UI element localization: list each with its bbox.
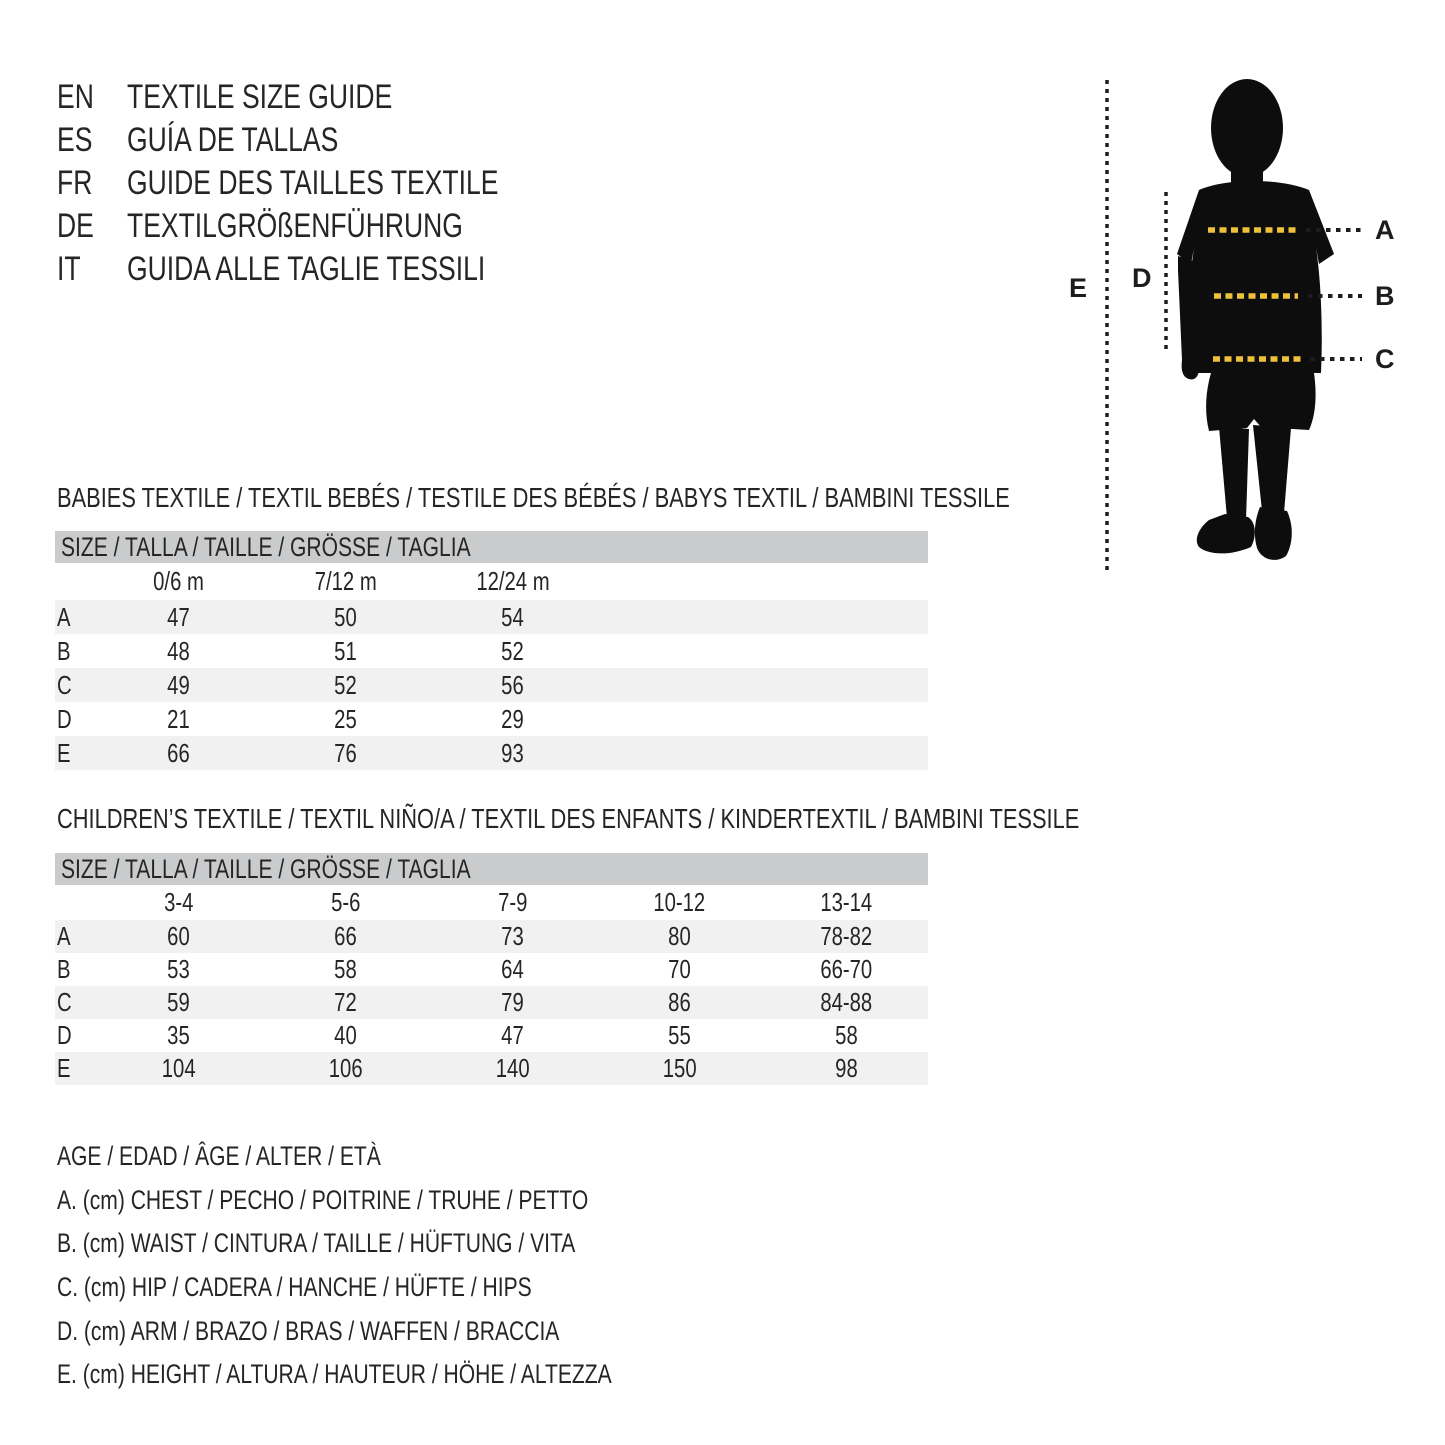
size-value-cell: 73 xyxy=(501,921,524,951)
legend-chest-line: A. (cm) CHEST / PECHO / POITRINE / TRUHE / PETTO xyxy=(57,1184,589,1215)
size-value-cell: 59 xyxy=(167,987,190,1017)
size-value-cell: 70 xyxy=(668,954,691,984)
row-letter: A xyxy=(57,921,71,951)
legend-height-line: E. (cm) HEIGHT / ALTURA / HAUTEUR / HÖHE / ALTEZZA xyxy=(57,1359,612,1390)
guide-title-en: TEXTILE SIZE GUIDE xyxy=(127,78,393,116)
size-value-cell: 106 xyxy=(328,1053,363,1083)
size-value-cell: 54 xyxy=(501,601,524,632)
size-value-cell: 52 xyxy=(501,635,524,666)
size-value-cell: 40 xyxy=(334,1020,357,1050)
size-value-cell: 52 xyxy=(334,669,357,700)
size-value-cell: 53 xyxy=(167,954,190,984)
size-value-cell: 79 xyxy=(501,987,524,1017)
size-value-cell: 66 xyxy=(334,921,357,951)
size-value-cell: 80 xyxy=(668,921,691,951)
table-row xyxy=(55,600,928,634)
lang-row-en xyxy=(57,76,603,119)
row-letter: D xyxy=(57,1020,72,1050)
table-row xyxy=(55,702,928,736)
row-letter: C xyxy=(57,669,72,700)
row-letter: B xyxy=(57,954,71,984)
measure-label-d: D xyxy=(1132,263,1152,293)
size-value-cell: 50 xyxy=(334,601,357,632)
size-value-cell: 58 xyxy=(334,954,357,984)
size-value-cell: 51 xyxy=(334,635,357,666)
language-title-block xyxy=(57,76,603,291)
table-row xyxy=(55,736,928,770)
children-size-table xyxy=(55,853,928,1085)
table-column-headers xyxy=(55,885,928,920)
children-section-title: CHILDREN’S TEXTILE / TEXTIL NIÑO/A / TEXTIL DES ENFANTS / KINDERTEXTIL / BAMBINI TESSILE xyxy=(57,803,1080,834)
column-header: 13-14 xyxy=(820,887,873,917)
row-letter: B xyxy=(57,635,71,666)
lang-code: EN xyxy=(57,78,94,116)
size-value-cell: 98 xyxy=(835,1053,858,1083)
size-value-cell: 93 xyxy=(501,737,524,768)
row-letter: A xyxy=(57,601,71,632)
size-value-cell: 35 xyxy=(167,1020,190,1050)
size-value-cell: 84-88 xyxy=(820,987,873,1017)
legend-arm-line: D. (cm) ARM / BRAZO / BRAS / WAFFEN / BRACCIA xyxy=(57,1315,560,1346)
size-value-cell: 49 xyxy=(167,669,190,700)
size-header-band: SIZE / TALLA / TAILLE / GRÖSSE / TAGLIA xyxy=(55,853,928,885)
size-value-cell: 47 xyxy=(501,1020,524,1050)
row-letter: D xyxy=(57,703,72,734)
column-header: 7/12 m xyxy=(314,566,377,596)
table-row xyxy=(55,668,928,702)
table-row xyxy=(55,1019,928,1052)
size-value-cell: 47 xyxy=(167,601,190,632)
measure-label-c: C xyxy=(1375,344,1395,374)
babies-size-table xyxy=(55,531,928,770)
size-value-cell: 25 xyxy=(334,703,357,734)
size-value-cell: 64 xyxy=(501,954,524,984)
row-letter: E xyxy=(57,737,71,768)
size-value-cell: 60 xyxy=(167,921,190,951)
lang-row-fr xyxy=(57,162,603,205)
size-value-cell: 21 xyxy=(167,703,190,734)
guide-title-it: GUIDA ALLE TAGLIE TESSILI xyxy=(127,250,486,288)
table-row xyxy=(55,1052,928,1085)
row-letter: E xyxy=(57,1053,71,1083)
size-value-cell: 66 xyxy=(167,737,190,768)
table-row xyxy=(55,986,928,1019)
lang-code: IT xyxy=(57,250,81,288)
measure-label-a: A xyxy=(1375,215,1395,245)
measure-label-e: E xyxy=(1069,273,1088,303)
column-header: 5-6 xyxy=(330,887,361,917)
column-header: 10-12 xyxy=(653,887,706,917)
legend-hip-line: C. (cm) HIP / CADERA / HANCHE / HÜFTE / HIPS xyxy=(57,1272,532,1303)
lang-row-de xyxy=(57,205,603,248)
size-value-cell: 72 xyxy=(334,987,357,1017)
row-letter: C xyxy=(57,987,72,1017)
guide-title-es: GUÍA DE TALLAS xyxy=(127,121,339,159)
column-header: 3-4 xyxy=(163,887,194,917)
size-value-cell: 56 xyxy=(501,669,524,700)
lang-code: DE xyxy=(57,207,94,245)
size-value-cell: 55 xyxy=(668,1020,691,1050)
size-value-cell: 76 xyxy=(334,737,357,768)
size-header-band: SIZE / TALLA / TAILLE / GRÖSSE / TAGLIA xyxy=(55,531,928,563)
size-value-cell: 48 xyxy=(167,635,190,666)
size-value-cell: 140 xyxy=(495,1053,530,1083)
table-column-headers xyxy=(55,563,928,600)
size-value-cell: 58 xyxy=(835,1020,858,1050)
table-row xyxy=(55,920,928,953)
lang-row-es xyxy=(57,119,603,162)
measurement-diagram xyxy=(1050,70,1395,590)
table-row xyxy=(55,634,928,668)
measurement-legend xyxy=(57,1135,768,1397)
column-header: 12/24 m xyxy=(475,566,550,596)
column-header: 0/6 m xyxy=(153,566,204,596)
size-value-cell: 78-82 xyxy=(820,921,873,951)
lang-code: FR xyxy=(57,164,93,202)
table-row xyxy=(55,953,928,986)
guide-title-de: TEXTILGRÖßENFÜHRUNG xyxy=(127,207,463,245)
size-value-cell: 66-70 xyxy=(820,954,873,984)
size-value-cell: 150 xyxy=(662,1053,697,1083)
size-value-cell: 86 xyxy=(668,987,691,1017)
measure-label-b: B xyxy=(1375,281,1395,311)
lang-row-it xyxy=(57,248,603,291)
legend-age-line: AGE / EDAD / ÂGE / ALTER / ETÀ xyxy=(57,1141,381,1172)
legend-waist-line: B. (cm) WAIST / CINTURA / TAILLE / HÜFTUNG / VITA xyxy=(57,1228,576,1259)
size-value-cell: 104 xyxy=(161,1053,196,1083)
babies-section-title: BABIES TEXTILE / TEXTIL BEBÉS / TESTILE DES BÉBÉS / BABYS TEXTIL / BAMBINI TESSILE xyxy=(57,482,1010,513)
guide-title-fr: GUIDE DES TAILLES TEXTILE xyxy=(127,164,499,202)
size-value-cell: 29 xyxy=(501,703,524,734)
lang-code: ES xyxy=(57,121,93,159)
column-header: 7-9 xyxy=(497,887,528,917)
